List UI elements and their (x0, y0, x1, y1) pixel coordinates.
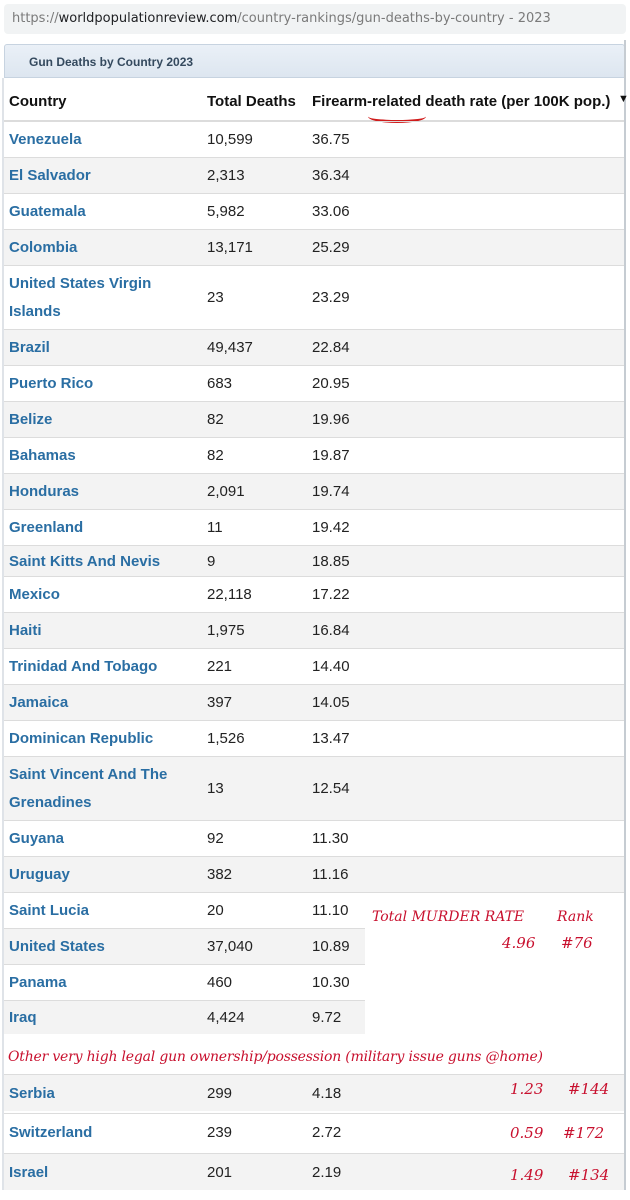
death-rate-value: 19.74 (312, 483, 350, 500)
total-deaths-value: 460 (207, 974, 233, 991)
table-row (4, 229, 624, 265)
total-deaths-value: 9 (207, 553, 216, 570)
death-rate-value: 14.40 (312, 658, 350, 675)
table-row (4, 576, 624, 612)
country-link[interactable]: Uruguay (9, 866, 70, 883)
country-link[interactable]: Iraq (9, 1009, 37, 1026)
country-link[interactable]: Israel (9, 1164, 49, 1181)
death-rate-value: 19.87 (312, 447, 350, 464)
table-row (4, 820, 624, 856)
country-link[interactable]: Guyana (9, 830, 65, 847)
annotation-note: Other very high legal gun ownership/possession (military issue guns @home) (8, 1049, 543, 1065)
total-deaths-value: 397 (207, 694, 233, 711)
death-rate-value: 17.22 (312, 586, 350, 603)
panel-right-border (624, 40, 626, 1190)
country-link[interactable]: United States Virgin Islands (9, 275, 152, 320)
death-rate-value: 9.72 (312, 1009, 342, 1026)
death-rate-value: 36.34 (312, 167, 350, 184)
total-deaths-value: 82 (207, 411, 224, 428)
death-rate-value: 18.85 (312, 553, 350, 570)
total-deaths-value: 92 (207, 830, 224, 847)
death-rate-value: 10.89 (312, 938, 350, 955)
country-link[interactable]: Jamaica (9, 694, 69, 711)
country-link[interactable]: Bahamas (9, 447, 76, 464)
country-link[interactable]: Puerto Rico (9, 375, 94, 392)
death-rate-value: 10.30 (312, 974, 350, 991)
death-rate-value: 19.42 (312, 519, 350, 536)
country-link[interactable]: United States (9, 938, 105, 955)
death-rate-value: 14.05 (312, 694, 350, 711)
table-row (4, 856, 624, 892)
annotation-israel-rank: #134 (568, 1166, 610, 1184)
total-deaths-value: 201 (207, 1164, 233, 1181)
total-deaths-value: 5,982 (207, 203, 245, 220)
total-deaths-value: 1,975 (207, 622, 245, 639)
country-link[interactable]: Dominican Republic (9, 730, 154, 747)
death-rate-value: 11.16 (312, 866, 349, 883)
annotation-serbia-murder-rate: 1.23 (510, 1080, 544, 1098)
country-link[interactable]: Greenland (9, 519, 84, 536)
total-deaths-value: 1,526 (207, 730, 245, 747)
death-rate-value: 2.72 (312, 1124, 342, 1141)
country-link[interactable]: Saint Vincent And The Grenadines (9, 766, 168, 811)
total-deaths-value: 4,424 (207, 1009, 245, 1026)
annotation-israel-murder-rate: 1.49 (510, 1166, 544, 1184)
death-rate-value: 12.54 (312, 780, 350, 797)
url-domain: worldpopulationreview.com (58, 11, 238, 26)
table-row (4, 193, 624, 229)
death-rate-value: 20.95 (312, 375, 350, 392)
total-deaths-value: 37,040 (207, 938, 253, 955)
panel-title: Gun Deaths by Country 2023 (29, 55, 194, 69)
total-deaths-value: 382 (207, 866, 233, 883)
table-row (4, 648, 624, 684)
table-row (4, 545, 624, 576)
total-deaths-value: 221 (207, 658, 233, 675)
death-rate-value: 25.29 (312, 239, 350, 256)
country-link[interactable]: Trinidad And Tobago (9, 658, 158, 675)
annotation-switzerland-rank: #172 (563, 1124, 605, 1142)
annotation-rank-header: Rank (557, 909, 594, 925)
total-deaths-value: 2,313 (207, 167, 245, 184)
country-link[interactable]: Honduras (9, 483, 80, 500)
total-deaths-value: 23 (207, 289, 224, 306)
country-link[interactable]: Mexico (9, 586, 60, 603)
table-row (4, 329, 624, 365)
total-deaths-value: 2,091 (207, 483, 245, 500)
table-row (4, 157, 624, 193)
table-row (4, 121, 624, 157)
country-link[interactable]: Venezuela (9, 131, 82, 148)
total-deaths-value: 683 (207, 375, 233, 392)
death-rate-value: 11.10 (312, 902, 349, 919)
table-row (4, 437, 624, 473)
annotation-murder-rate-header: Total MURDER RATE (372, 909, 525, 925)
total-deaths-value: 20 (207, 902, 224, 919)
total-deaths-value: 11 (207, 519, 223, 536)
death-rate-value: 2.19 (312, 1164, 342, 1181)
url-suffix: - 2023 (504, 11, 551, 26)
annotation-us-rank: #76 (561, 934, 593, 952)
country-link[interactable]: Saint Lucia (9, 902, 90, 919)
header-country[interactable]: Country (9, 93, 67, 110)
table-row (4, 756, 624, 820)
total-deaths-value: 82 (207, 447, 224, 464)
table-row (4, 720, 624, 756)
url-path: /country-rankings/gun-deaths-by-country (237, 11, 505, 26)
total-deaths-value: 13 (207, 780, 224, 797)
table-row (4, 265, 624, 329)
table-panel-header (4, 44, 625, 78)
total-deaths-value: 239 (207, 1124, 233, 1141)
country-link[interactable]: Brazil (9, 339, 50, 356)
country-link[interactable]: Guatemala (9, 203, 86, 220)
death-rate-value: 23.29 (312, 289, 350, 306)
country-link[interactable]: Switzerland (9, 1124, 93, 1141)
total-deaths-value: 22,118 (207, 586, 252, 603)
death-rate-value: 11.30 (312, 830, 349, 847)
death-rate-value: 13.47 (312, 730, 350, 747)
header-death-rate[interactable]: Firearm-related death rate (per 100K pop.) (312, 93, 611, 110)
death-rate-value: 22.84 (312, 339, 350, 356)
table-row (4, 401, 624, 437)
country-link[interactable]: Haiti (9, 622, 42, 639)
table-row (4, 473, 624, 509)
death-rate-value: 16.84 (312, 622, 350, 639)
table-row (4, 365, 624, 401)
death-rate-value: 19.96 (312, 411, 350, 428)
sort-arrow-icon[interactable]: ▼ (618, 93, 629, 105)
country-link[interactable]: Colombia (9, 239, 78, 256)
country-link[interactable]: El Salvador (9, 167, 91, 184)
address-bar[interactable] (4, 4, 626, 34)
country-link[interactable]: Belize (9, 411, 53, 428)
table-row (4, 509, 624, 545)
death-rate-value: 4.18 (312, 1085, 342, 1102)
table-header (4, 84, 629, 121)
annotation-serbia-rank: #144 (568, 1080, 610, 1098)
table-row (4, 684, 624, 720)
country-link[interactable]: Saint Kitts And Nevis (9, 553, 161, 570)
death-rate-value: 36.75 (312, 131, 350, 148)
total-deaths-value: 299 (207, 1085, 233, 1102)
annotation-switzerland-murder-rate: 0.59 (510, 1124, 544, 1142)
country-link[interactable]: Serbia (9, 1085, 55, 1102)
total-deaths-value: 10,599 (207, 131, 253, 148)
death-rate-value: 33.06 (312, 203, 350, 220)
annotation-us-murder-rate: 4.96 (502, 934, 536, 952)
table-row (4, 612, 624, 648)
country-link[interactable]: Panama (9, 974, 67, 991)
url-prefix: https:// (12, 11, 59, 26)
header-total-deaths[interactable]: Total Deaths (207, 93, 296, 110)
total-deaths-value: 49,437 (207, 339, 253, 356)
total-deaths-value: 13,171 (207, 239, 253, 256)
